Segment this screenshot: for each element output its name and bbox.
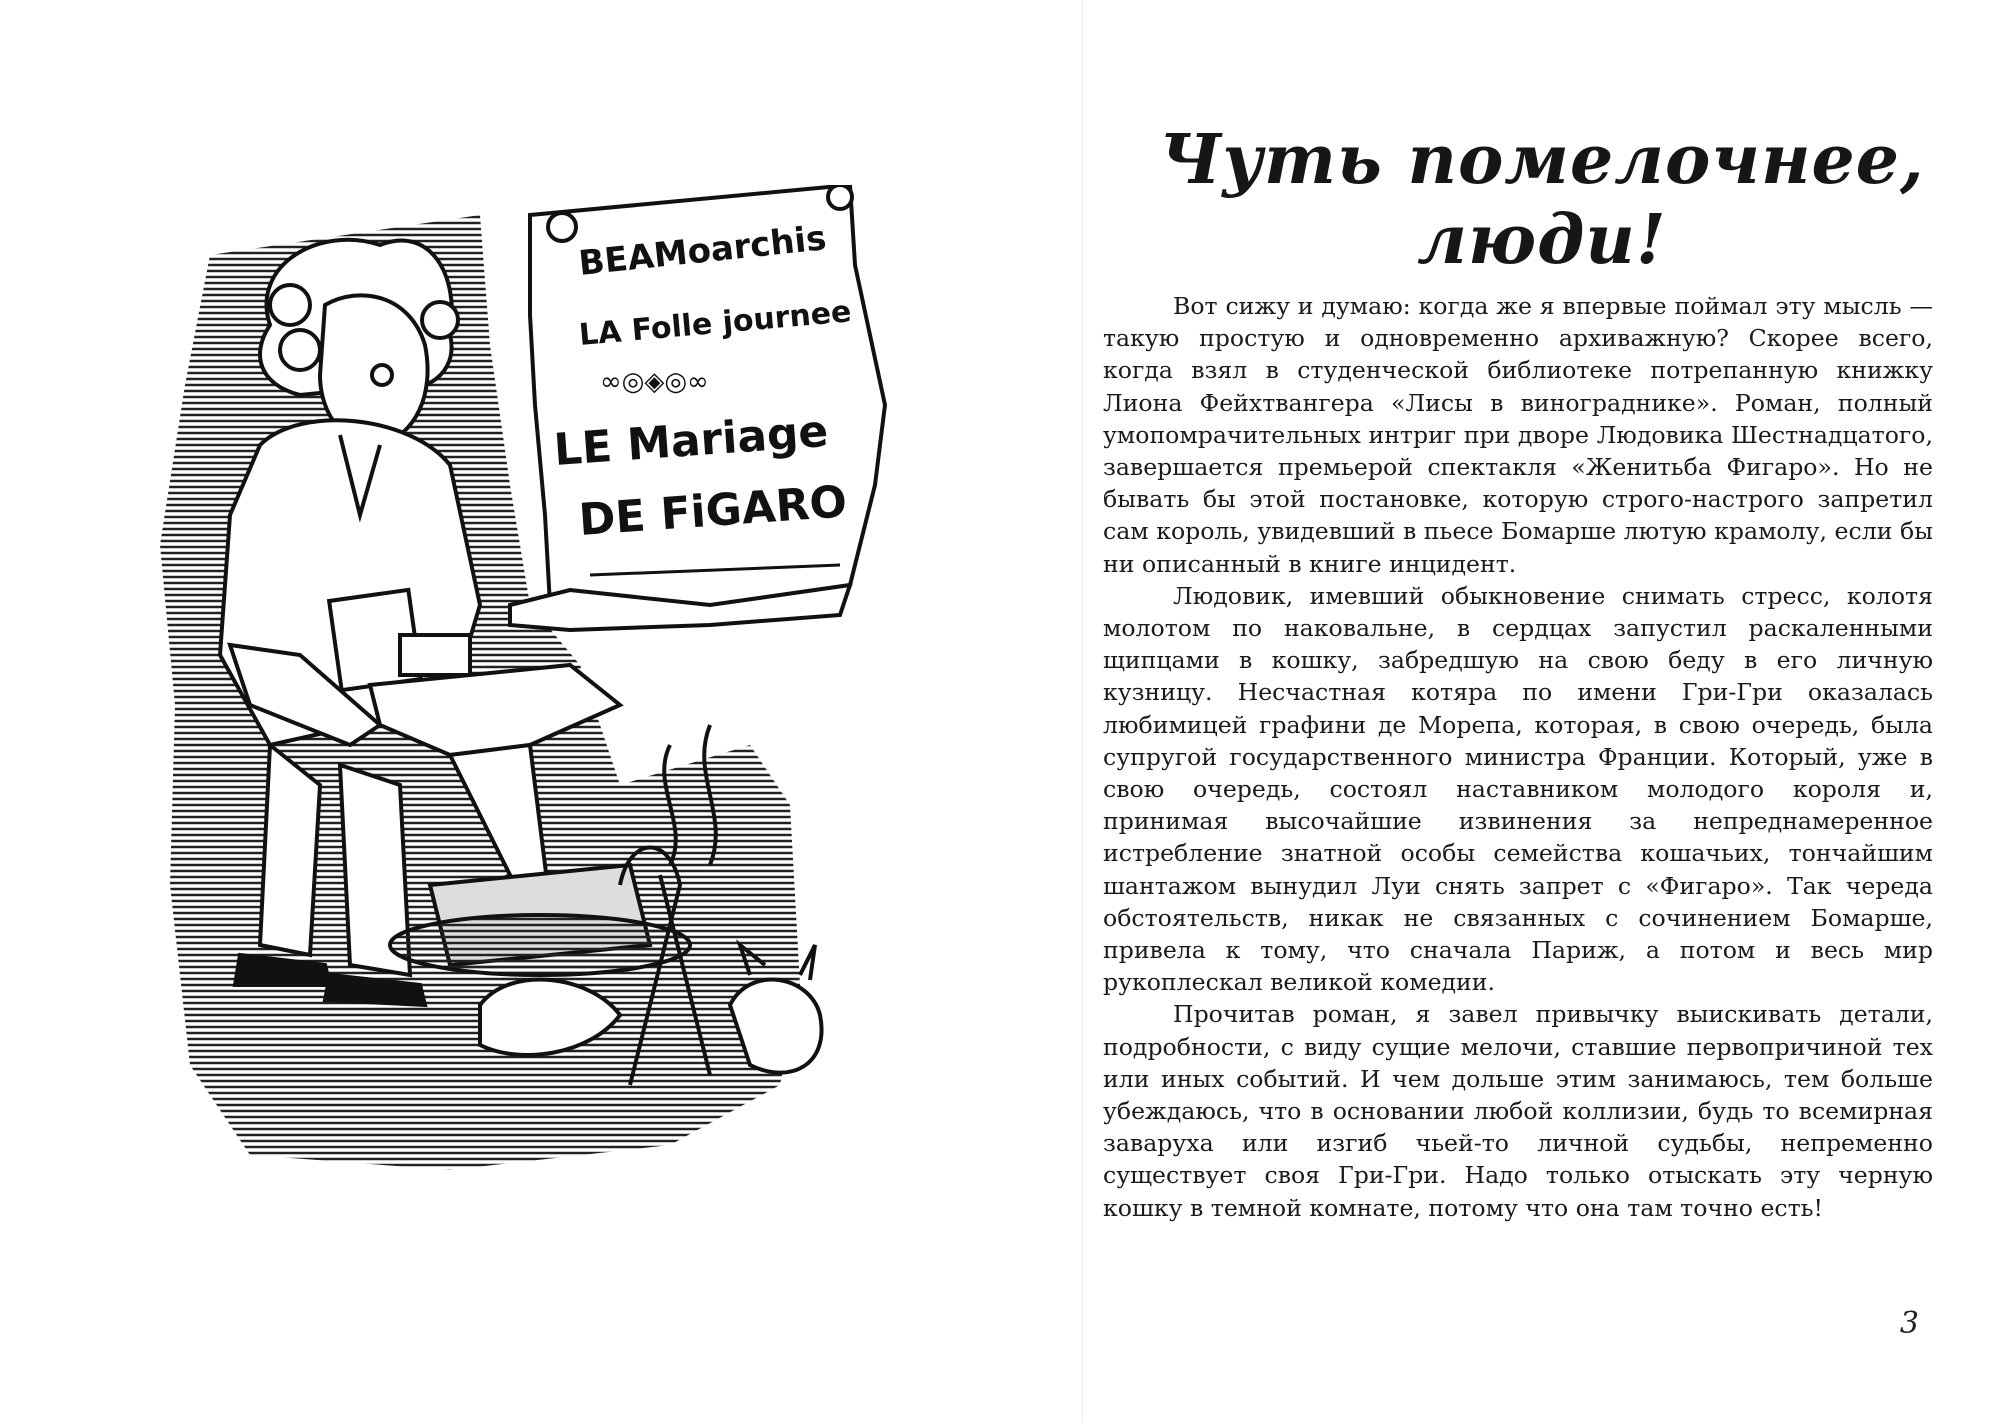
sign-ornament: ∞◎◈◎∞	[600, 367, 709, 397]
chapter-title: Чуть помелочнее, люди!	[1159, 120, 1925, 280]
page-number: 3	[1899, 1306, 1919, 1341]
sign-line-title-1: LE Mariage	[552, 405, 830, 476]
nail-icon	[548, 213, 576, 241]
paragraph: Прочитав роман, я завел привычку выискивать детали, подробности, с виду сущие мелочи, ставшие первопричиной тех или иных событий. И чем дольше этим занимаюсь, тем больше убеждаюсь, что в основании любой коллизии, будь то всемирная заваруха или изгиб чьей-то личной судьбы, непременно существует своя Гри-Гри. Надо только отыскать эту черную кошку в темной комнате, потому что она там точно есть!	[1103, 1000, 1933, 1222]
paragraph: Вот сижу и думаю: когда же я впервые поймал эту мысль — такую простую и одновременно архиважную? Скорее всего, когда взял в студенческой библиотеке потрепанную книжку Лиона Фейхтвангера «Лисы в винограднике». Роман, полный умопомрачительных интриг при дворе Людовика Шестнадцатого, завершается премьерой спектакля «Женитьба Фигаро». Но не бывать бы этой постановке, которую строго-настрого запретил сам король, увидевший в пьесе Бомарше лютую крамолу, если бы ни описанный в книге инцидент.	[1103, 292, 1933, 578]
sign-line-title-2: DE FiGARO	[577, 476, 849, 546]
nail-icon	[828, 185, 852, 209]
sign-line-subtitle: LA Folle journee	[577, 294, 853, 353]
right-page	[1082, 0, 2000, 1423]
sign-line-author: BEAMoarchis	[576, 218, 829, 284]
chapter-body	[1103, 290, 1933, 1224]
paragraph: Людовик, имевший обыкновение снимать стресс, колотя молотом по наковальне, в сердцах запустил раскаленными щипцами в кошку, забредшую на свою беду в его личную кузницу. Несчастная котяра по имени Гри-Гри оказалась любимицей графини де Морепа, которая, в свою очередь, была супругой государственного министра Франции. Который, уже в свою очередь, состоял наставником молодого короля и, принимая высочайшие извинения за непреднамеренное истребление знатной особы семейства кошачьих, тончайшим шантажом вынудил Луи снять запрет с «Фигаро». Так череда обстоятельств, никак не связанных с сочинением Бомарше, привела к тому, что сначала Париж, а потом и весь мир рукоплескал великой комедии.	[1103, 581, 1933, 997]
playbill-scroll	[510, 185, 885, 630]
illustration-blacksmith-king	[150, 185, 950, 1195]
